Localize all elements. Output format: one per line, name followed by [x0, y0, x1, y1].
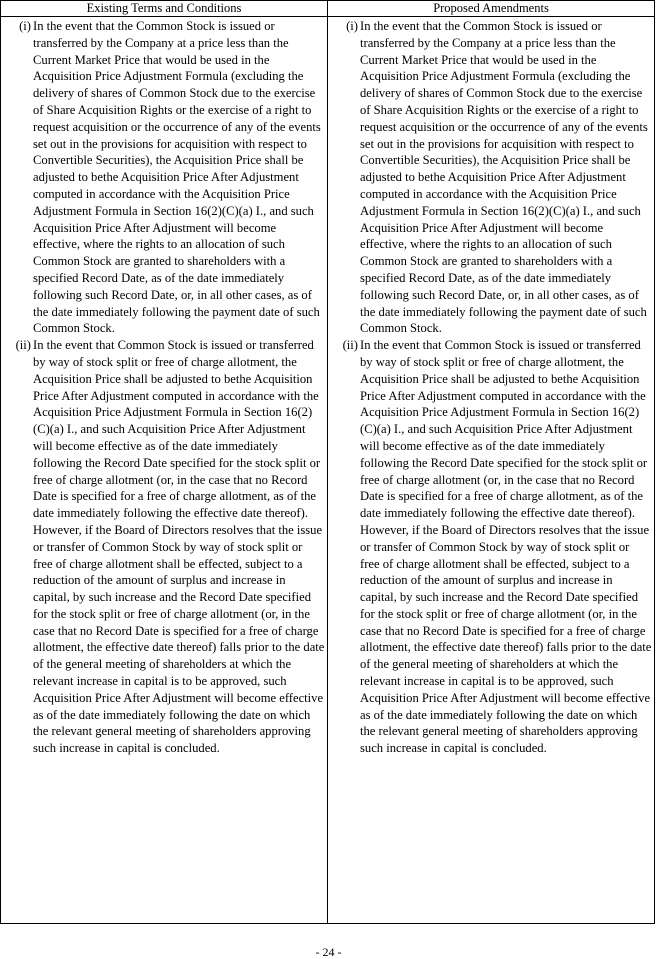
item-text: In the event that the Common Stock is issued or transferred by the Company at a price less than the Current Market Price that would be used in the Acquisition Price Adjustment Formula (excluding the delivery of shares of Common Stock due to the exercise of Share Acquisition Rights or the exercise of a right to request acquisition or the occurrence of any of the events set out in the provisions for acquisition with respect to Convertible Securities), the Acquisition Price shall be adjusted to bethe Acquisition Price After Adjustment computed in accordance with the Acquisition Price Adjustment Formula in Section 16(2)(C)(a) I., and such Acquisition Price After Adjustment will become effective, where the rights to an allocation of such Common Stock are granted to shareholders with a specified Record Date, as of the date immediately following such Record Date, or, in all other cases, as of the date immediately following the payment date of such Common Stock. — [360, 19, 648, 336]
existing-item-ii — [15, 337, 325, 757]
table-header-row — [1, 1, 655, 17]
table-row — [1, 17, 655, 924]
item-continuation: However, if the Board of Directors resolves that the issue or transfer of Common Stock by way of stock split or free of charge allotment shall be effected, subject to a reduction of the amount of surplus and increase in capital, by such increase and the Record Date specified for the stock split or free of charge allotment (or, in the case that no Record Date is specified for a free of charge allotment, the effective date thereof) falls prior to the date of the general meeting of shareholders at which the relevant increase in capital is to be approved, such Acquisition Price After Adjustment will become effective as of the date immediately following the date on which the relevant general meeting of shareholders approving such increase in capital is concluded. — [360, 522, 652, 756]
item-text: In the event that the Common Stock is issued or transferred by the Company at a price less than the Current Market Price that would be used in the Acquisition Price Adjustment Formula (excluding the delivery of shares of Common Stock due to the exercise of Share Acquisition Rights or the exercise of a right to request acquisition or the occurrence of any of the events set out in the provisions for acquisition with respect to Convertible Securities), the Acquisition Price shall be adjusted to bethe Acquisition Price After Adjustment computed in accordance with the Acquisition Price Adjustment Formula in Section 16(2)(C)(a) I., and such Acquisition Price After Adjustment will become effective, where the rights to an allocation of such Common Stock are granted to shareholders with a specified Record Date, as of the date immediately following such Record Date, or, in all other cases, as of the date immediately following the payment date of such Common Stock. — [33, 19, 321, 336]
proposed-item-i — [346, 18, 652, 337]
existing-terms-cell — [1, 17, 328, 924]
item-text: In the event that Common Stock is issued or transferred by way of stock split or free of charge allotment, the Acquisition Price shall be adjusted to bethe Acquisition Price After Adjustment computed in accordance with the Acquisition Price Adjustment Formula in Section 16(2)(C)(a) I., and such Acquisition Price After Adjustment will become effective as of the date immediately following the Record Date specified for the stock split or free of charge allotment (or, in the case that no Record Date is specified for a free of charge allotment, as of the date immediately following the effective date thereof). — [360, 338, 648, 521]
proposed-amendments-cell — [328, 17, 655, 924]
page-number: - 24 - — [315, 945, 342, 959]
proposed-item-ii — [342, 337, 652, 757]
header-existing-terms: Existing Terms and Conditions — [1, 1, 328, 17]
item-marker: (ii) — [342, 338, 358, 353]
item-continuation: However, if the Board of Directors resolves that the issue or transfer of Common Stock by way of stock split or free of charge allotment shall be effected, subject to a reduction of the amount of surplus and increase in capital, by such increase and the Record Date specified for the stock split or free of charge allotment (or, in the case that no Record Date is specified for a free of charge allotment, the effective date thereof) falls prior to the date of the general meeting of shareholders at which the relevant increase in capital is to be approved, such Acquisition Price After Adjustment will become effective as of the date immediately following the date on which the relevant general meeting of shareholders approving such increase in capital is concluded. — [33, 522, 325, 756]
item-marker: (i) — [19, 19, 31, 33]
item-marker: (ii) — [15, 338, 31, 353]
item-marker: (i) — [346, 19, 358, 33]
existing-item-i — [19, 18, 325, 337]
item-text: In the event that Common Stock is issued or transferred by way of stock split or free of charge allotment, the Acquisition Price shall be adjusted to bethe Acquisition Price After Adjustment computed in accordance with the Acquisition Price Adjustment Formula in Section 16(2)(C)(a) I., and such Acquisition Price After Adjustment will become effective as of the date immediately following the Record Date specified for the stock split or free of charge allotment (or, in the case that no Record Date is specified for a free of charge allotment, as of the date immediately following the effective date thereof). — [33, 338, 321, 521]
header-proposed-amendments: Proposed Amendments — [328, 1, 655, 17]
